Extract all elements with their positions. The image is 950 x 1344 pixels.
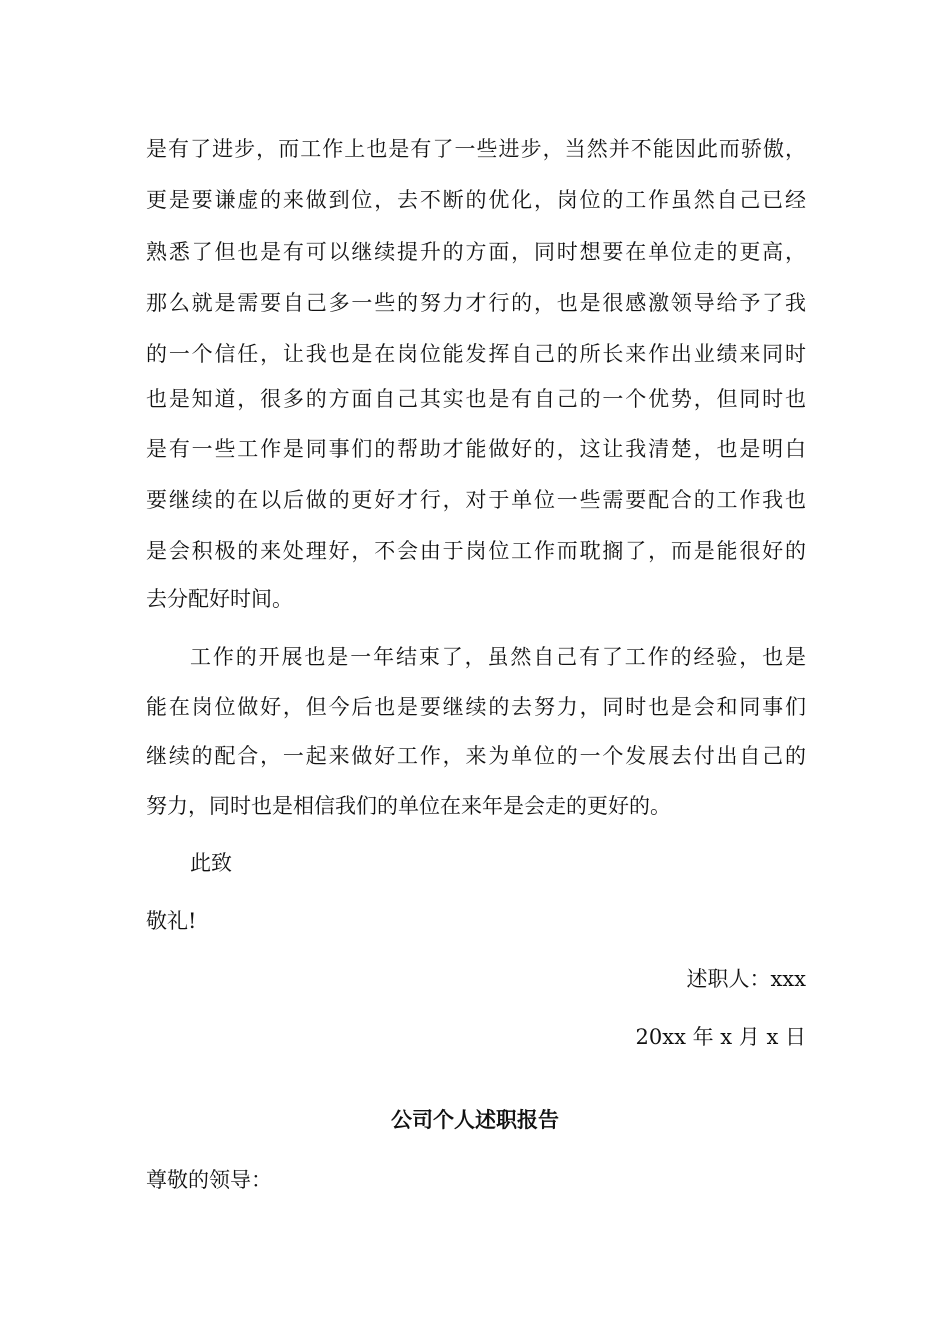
closing-salute: 敬礼!: [146, 909, 197, 933]
paragraph-1-line-8: 要继续的在以后做的更好才行，对于单位一些需要配合的工作我也: [146, 488, 806, 512]
paragraph-1-line-6: 也是知道，很多的方面自己其实也是有自己的一个优势，但同时也: [146, 387, 806, 411]
salutation: 尊敬的领导：: [146, 1168, 272, 1192]
paragraph-2-line-2: 能在岗位做好，但今后也是要继续的去努力，同时也是会和同事们: [146, 695, 806, 719]
paragraph-1-line-2: 更是要谦虚的来做到位，去不断的优化，岗位的工作虽然自己已经: [146, 188, 806, 212]
paragraph-1-line-1: 是有了进步，而工作上也是有了一些进步，当然并不能因此而骄傲，: [146, 137, 806, 161]
paragraph-1-line-5: 的一个信任，让我也是在岗位能发挥自己的所长来作出业绩来同时: [146, 342, 806, 366]
signature: 述职人：xxx: [686, 967, 806, 991]
paragraph-1-line-7: 是有一些工作是同事们的帮助才能做好的，这让我清楚，也是明白: [146, 437, 806, 461]
paragraph-2-line-4: 努力，同时也是相信我们的单位在来年是会走的更好的。: [146, 794, 671, 818]
paragraph-1-line-9: 是会积极的来处理好，不会由于岗位工作而耽搁了，而是能很好的: [146, 539, 806, 563]
paragraph-1-line-4: 那么就是需要自己多一些的努力才行的，也是很感激领导给予了我: [146, 291, 806, 315]
date: 20xx 年 x 月 x 日: [635, 1025, 806, 1049]
next-document-title: 公司个人述职报告: [391, 1107, 559, 1132]
paragraph-2-line-3: 继续的配合，一起来做好工作，来为单位的一个发展去付出自己的: [146, 744, 806, 768]
closing-regards: 此致: [190, 851, 232, 875]
paragraph-2-line-1: 工作的开展也是一年结束了，虽然自己有了工作的经验，也是: [190, 645, 806, 669]
paragraph-1-line-10: 去分配好时间。: [146, 587, 293, 611]
paragraph-1-line-3: 熟悉了但也是有可以继续提升的方面，同时想要在单位走的更高，: [146, 240, 806, 264]
